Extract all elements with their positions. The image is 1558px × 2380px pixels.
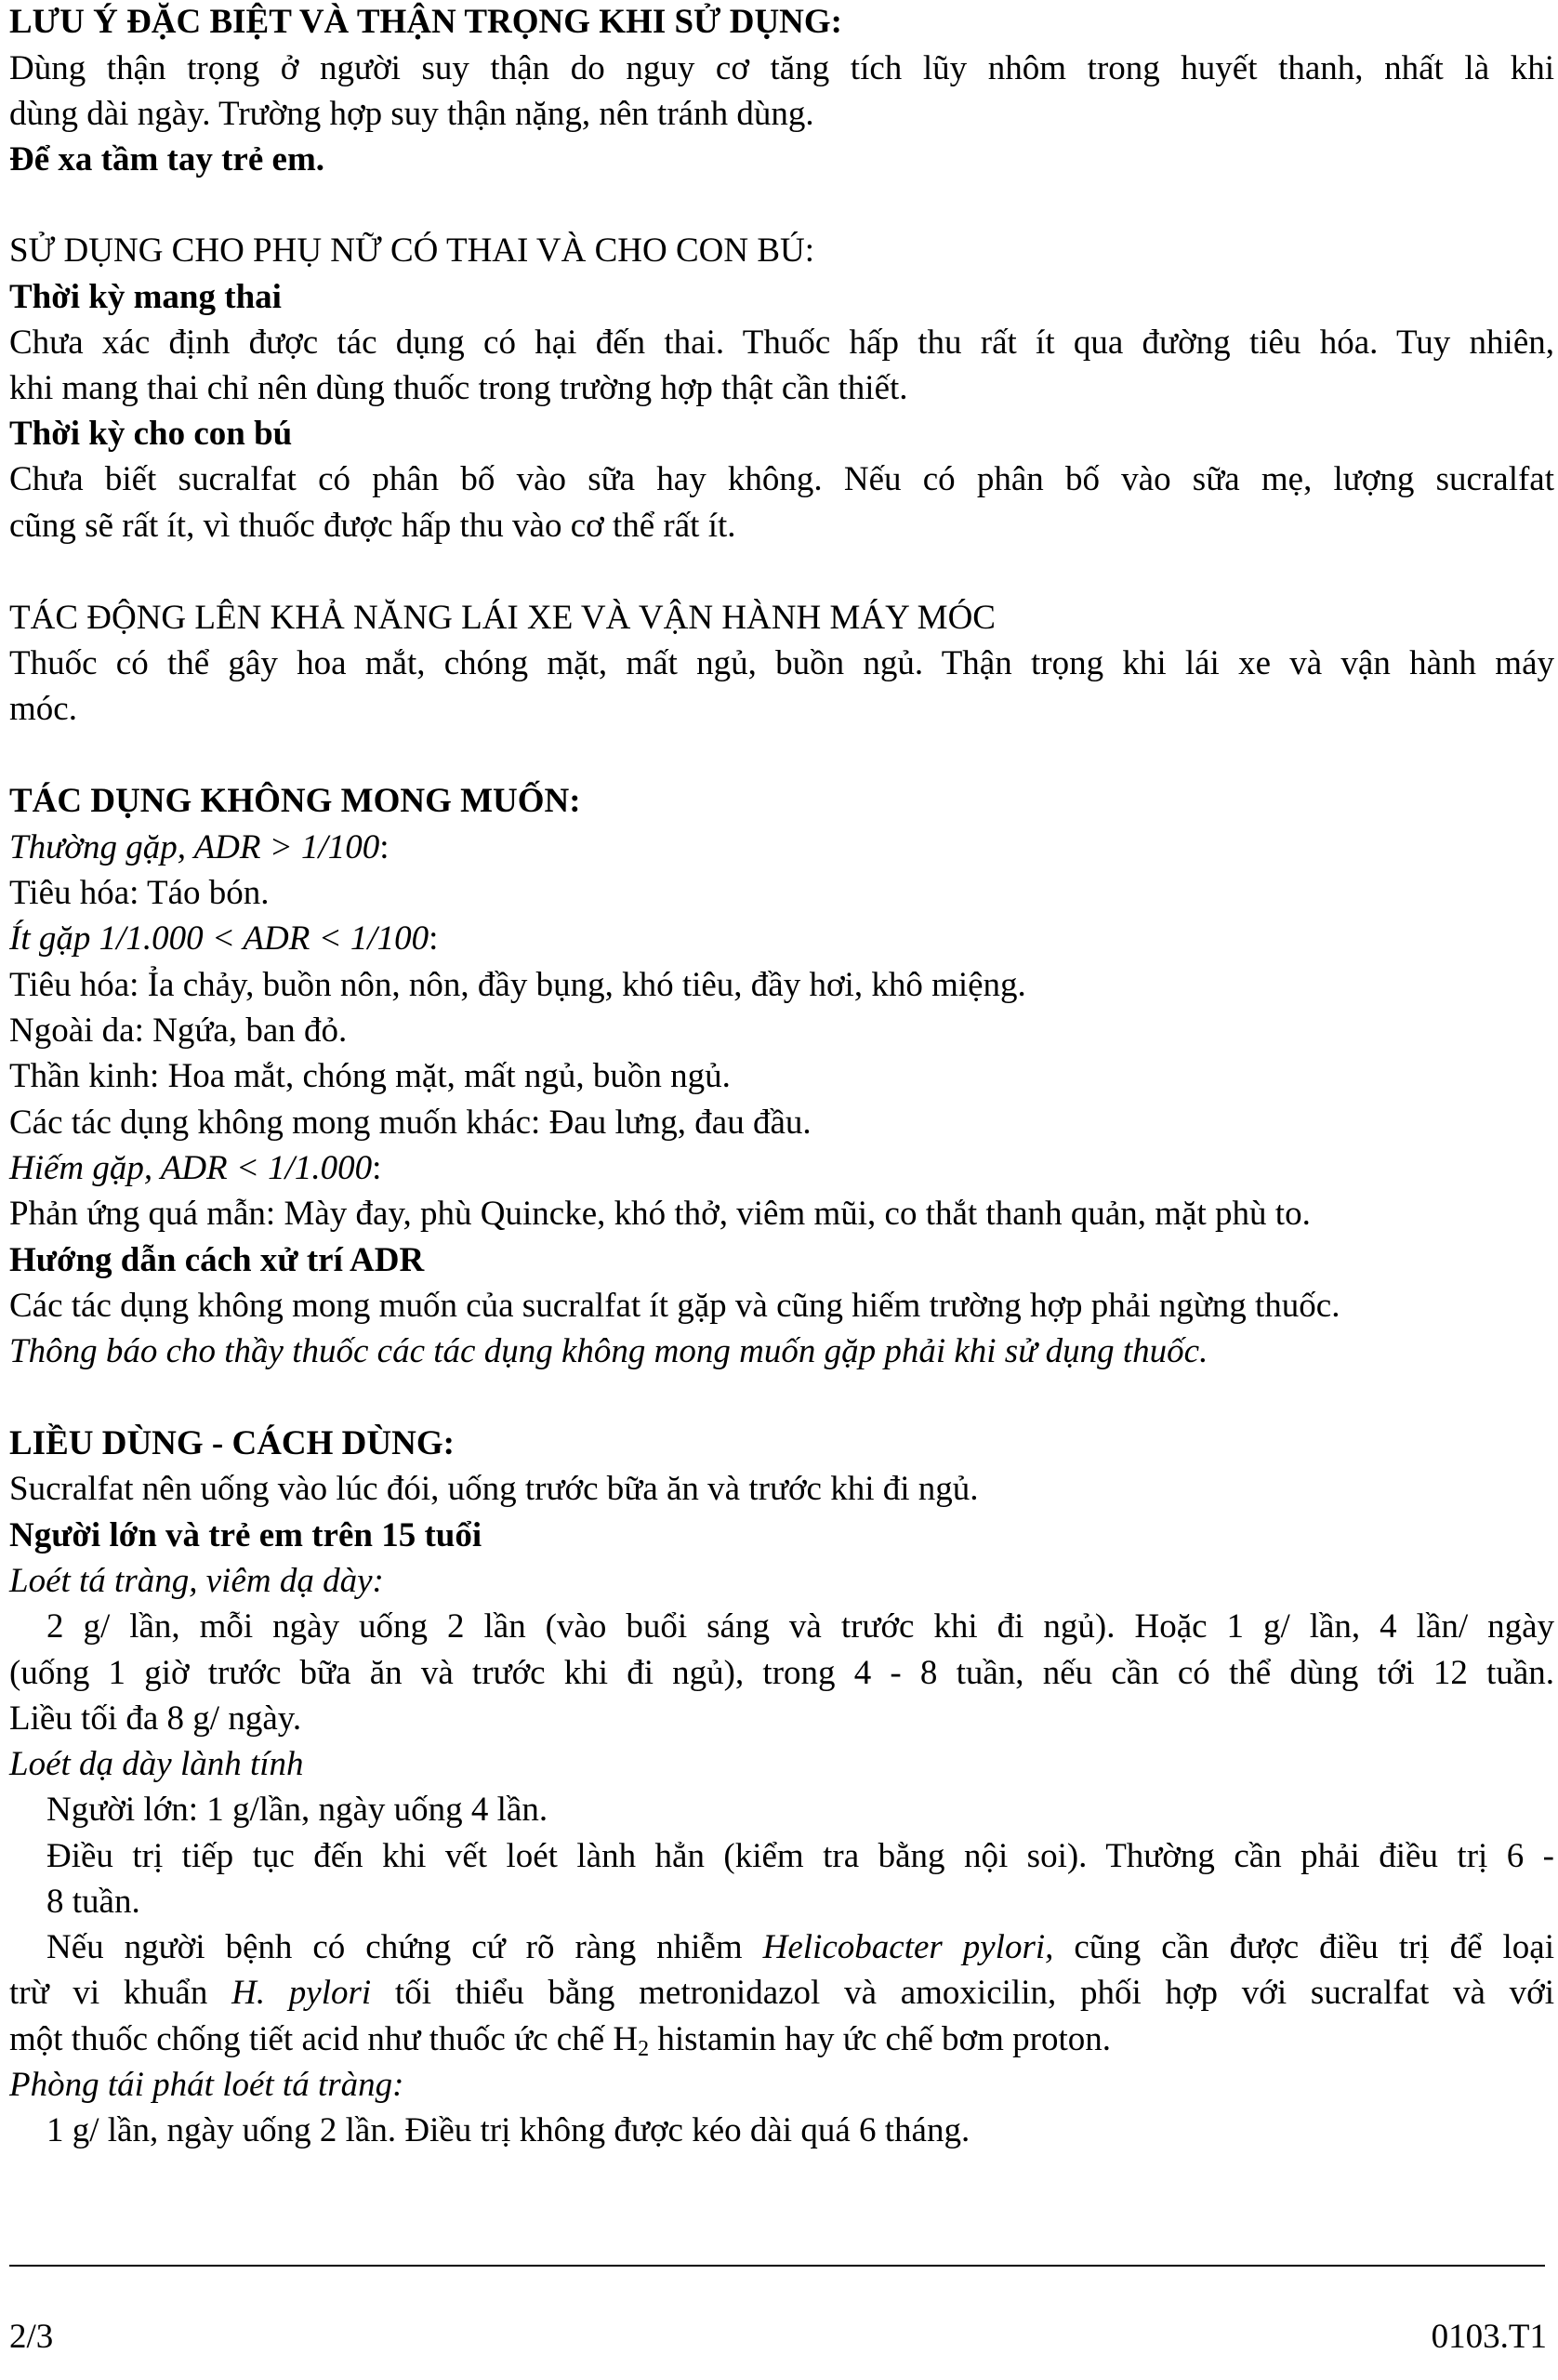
adverse-uncommon-line-4: Các tác dụng không mong muốn khác: Đau lưng, đau đầu. bbox=[9, 1104, 812, 1142]
hpylori-line-2: trừ vi khuẩn H. pylori tối thiểu bằng metronidazol và amoxicilin, phối hợp với sucralfat và với bbox=[9, 1974, 1554, 2012]
adr-guide-subheading: Hướng dẫn cách xử trí ADR bbox=[9, 1241, 425, 1279]
pregnancy-subheading: Thời kỳ mang thai bbox=[9, 278, 282, 316]
gastric-line-3: 8 tuần. bbox=[46, 1883, 140, 1921]
adverse-rare-label: Hiếm gặp, ADR < 1/1.000: bbox=[9, 1149, 382, 1187]
adverse-common-line-1: Tiêu hóa: Táo bón. bbox=[9, 874, 270, 912]
adr-guide-line-1: Các tác dụng không mong muốn của sucralfat ít gặp và cũng hiếm trường hợp phải ngừng thuốc. bbox=[9, 1287, 1340, 1325]
document-code: 0103.T1 bbox=[1431, 2318, 1547, 2356]
pregnancy-line-1: Chưa xác định được tác dụng có hại đến thai. Thuốc hấp thu rất ít qua đường tiêu hóa. Tuy nhiên, bbox=[9, 324, 1554, 362]
footer-divider bbox=[9, 2265, 1545, 2267]
gastric-ulcer-label: Loét dạ dày lành tính bbox=[9, 1745, 304, 1783]
caution-heading: LƯU Ý ĐẶC BIỆT VÀ THẬN TRỌNG KHI SỬ DỤNG: bbox=[9, 3, 843, 41]
page-number: 2/3 bbox=[9, 2318, 54, 2356]
hpylori-line-3: một thuốc chống tiết acid như thuốc ức chế $H_2$ histamin hay ức chế bơm proton. bbox=[9, 2020, 1112, 2061]
lactation-line-2: cũng sẽ rất ít, vì thuốc được hấp thu vào cơ thể rất ít. bbox=[9, 507, 736, 545]
adr-guide-line-2: Thông báo cho thầy thuốc các tác dụng không mong muốn gặp phải khi sử dụng thuốc. bbox=[9, 1332, 1208, 1370]
dosage-intro: Sucralfat nên uống vào lúc đói, uống trước bữa ăn và trước khi đi ngủ. bbox=[9, 1470, 979, 1508]
caution-line-2: dùng dài ngày. Trường hợp suy thận nặng, nên tránh dùng. bbox=[9, 95, 814, 133]
adverse-uncommon-line-1: Tiêu hóa: Ỉa chảy, buồn nôn, nôn, đầy bụng, khó tiêu, đầy hơi, khô miệng. bbox=[9, 966, 1026, 1004]
duodenal-line-2: (uống 1 giờ trước bữa ăn và trước khi đi ngủ), trong 4 - 8 tuần, nếu cần có thể dùng tới 12 tuần. bbox=[9, 1654, 1554, 1692]
adverse-uncommon-label: Ít gặp 1/1.000 < ADR < 1/100: bbox=[9, 919, 439, 958]
prevention-label: Phòng tái phát loét tá tràng: bbox=[9, 2066, 404, 2104]
adverse-uncommon-line-3: Thần kinh: Hoa mắt, chóng mặt, mất ngủ, buồn ngủ. bbox=[9, 1057, 731, 1095]
driving-heading: TÁC ĐỘNG LÊN KHẢ NĂNG LÁI XE VÀ VẬN HÀNH MÁY MÓC bbox=[9, 599, 996, 637]
prevention-line-1: 1 g/ lần, ngày uống 2 lần. Điều trị không được kéo dài quá 6 tháng. bbox=[46, 2111, 970, 2149]
pregnancy-line-2: khi mang thai chỉ nên dùng thuốc trong trường hợp thật cần thiết. bbox=[9, 369, 908, 407]
duodenal-line-1: 2 g/ lần, mỗi ngày uống 2 lần (vào buổi sáng và trước khi đi ngủ). Hoặc 1 g/ lần, 4 lần/ ngày bbox=[46, 1607, 1554, 1646]
pregnancy-heading: SỬ DỤNG CHO PHỤ NỮ CÓ THAI VÀ CHO CON BÚ: bbox=[9, 231, 815, 270]
duodenal-line-3: Liều tối đa 8 g/ ngày. bbox=[9, 1699, 302, 1738]
adverse-common-label: Thường gặp, ADR > 1/100: bbox=[9, 828, 390, 866]
lactation-line-1: Chưa biết sucralfat có phân bố vào sữa hay không. Nếu có phân bố vào sữa mẹ, lượng sucralfat bbox=[9, 460, 1554, 498]
dosage-adults-subheading: Người lớn và trẻ em trên 15 tuổi bbox=[9, 1516, 482, 1554]
hpylori-line-1: Nếu người bệnh có chứng cứ rõ ràng nhiễm Helicobacter pylori, cũng cần được điều trị để loại bbox=[46, 1928, 1555, 1966]
keep-away-warning: Để xa tầm tay trẻ em. bbox=[9, 140, 325, 178]
adverse-heading: TÁC DỤNG KHÔNG MONG MUỐN: bbox=[9, 782, 581, 820]
driving-line-2: móc. bbox=[9, 690, 77, 728]
adverse-rare-line-1: Phản ứng quá mẫn: Mày đay, phù Quincke, khó thở, viêm mũi, co thắt thanh quản, mặt phù to. bbox=[9, 1195, 1311, 1233]
driving-line-1: Thuốc có thể gây hoa mắt, chóng mặt, mất ngủ, buồn ngủ. Thận trọng khi lái xe và vận hành máy bbox=[9, 644, 1554, 682]
dosage-heading: LIỀU DÙNG - CÁCH DÙNG: bbox=[9, 1424, 455, 1462]
gastric-line-2: Điều trị tiếp tục đến khi vết loét lành hẳn (kiểm tra bằng nội soi). Thường cần phải điều trị 6 - bbox=[46, 1837, 1554, 1875]
duodenal-ulcer-label: Loét tá tràng, viêm dạ dày: bbox=[9, 1562, 384, 1600]
lactation-subheading: Thời kỳ cho con bú bbox=[9, 415, 293, 453]
caution-line-1: Dùng thận trọng ở người suy thận do nguy cơ tăng tích lũy nhôm trong huyết thanh, nhất là khi bbox=[9, 49, 1554, 87]
gastric-line-1: Người lớn: 1 g/lần, ngày uống 4 lần. bbox=[46, 1791, 548, 1829]
adverse-uncommon-line-2: Ngoài da: Ngứa, ban đỏ. bbox=[9, 1012, 348, 1050]
